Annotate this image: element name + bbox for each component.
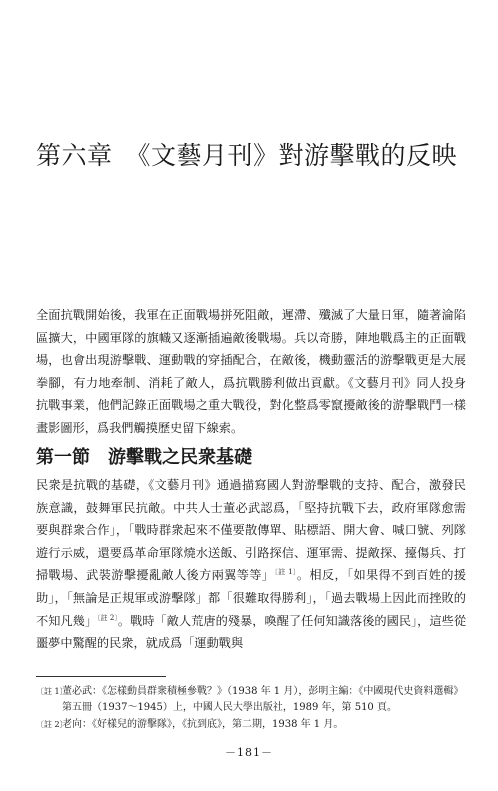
section-paragraph-part2: 。相反，「如果得不到百姓的援助」，「無論是正規軍或游擊隊」都「很難取得勝利」，「過去戰場上因此而挫敗的不知凡幾」: [36, 568, 466, 628]
footnote-1: [36, 684, 466, 715]
footnote-divider: [36, 676, 166, 677]
section-number: 第一節: [36, 447, 90, 468]
intro-paragraph: 全面抗戰開始後，我軍在正面戰場拼死阻敵，遲滯、殲滅了大量日軍，隨著淪陷區擴大，中國軍隊的旗幟又逐漸插遍敵後戰場。兵以奇勝，陣地戰爲主的正面戰場，也會出現游擊戰、運動戰的穿插配合，在敵後，機動靈活的游擊戰更是大展拳腳，有力地牽制、消耗了敵人，爲抗戰勝利做出貢獻。《文藝月刊》同人投身抗戰事業，他們記錄正面戰場之重大戰役，對化整爲零竄擾敵後的游擊戰鬥一樣畫影圖形，爲我們觸摸歷史留下線索。: [36, 308, 466, 435]
footnote-mark: 〔註 1〕: [36, 687, 68, 696]
footnote-2: [36, 717, 466, 733]
footnote-text: 董必武：《怎樣動員群衆積極參戰？》（1938 年 1 月），彭明主編：《中國現代史資料選輯》第五冊（1937～1945）上，中國人民大學出版社，1989 年，第 510 頁。: [62, 686, 464, 713]
section-paragraph-part1: 民衆是抗戰的基礎，《文藝月刊》通過描寫國人對游擊戰的支持、配合，激發民族意識，鼓舞軍民抗敵。中共人士董必武認爲，「堅持抗戰下去，政府軍隊愈需要與群衆合作」，「戰時群衆起來不僅要散傳單、貼標語、開大會、喊口號、列隊遊行示威，還要爲革命軍隊燒水送飯、引路探信、運軍需、提敵探、擡傷兵、打掃戰場、武裝游擊擾亂敵人後方兩翼等等」: [36, 478, 466, 583]
footnote-ref-1[interactable]: 〔註 1〕: [274, 568, 297, 577]
footnote-text: 老向：《好樣兒的游擊隊》，《抗到底》，第二期，1938 年 1 月。: [62, 719, 344, 730]
footnote-ref-2[interactable]: 〔註 2〕: [97, 613, 118, 622]
section-title: 游擊戰之民衆基礎: [108, 447, 252, 468]
section-paragraph-part3: 。戰時「敵人荒唐的殘暴，喚醒了任何知識落後的國民」，這些從噩夢中驚醒的民衆，就成爲「運動戰與: [36, 613, 467, 651]
footnote-mark: 〔註 2〕: [36, 720, 68, 729]
section-heading: [36, 446, 466, 470]
chapter-title: 第六章 《文藝月刊》對游擊戰的反映: [36, 141, 458, 170]
page-number: －181－: [225, 746, 273, 759]
footnotes: [36, 684, 466, 735]
section-paragraph: [36, 474, 466, 655]
